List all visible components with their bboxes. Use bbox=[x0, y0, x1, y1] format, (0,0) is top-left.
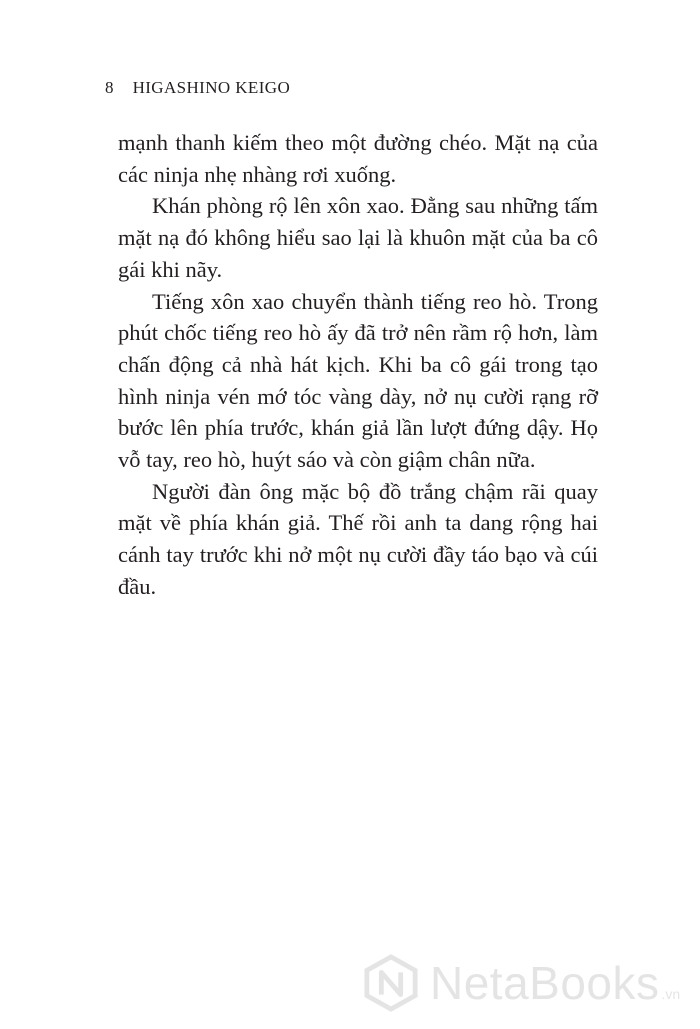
running-header bbox=[105, 78, 290, 98]
paragraph-2: Khán phòng rộ lên xôn xao. Đằng sau những tấm mặt nạ đó không hiểu sao lại là khuôn mặt của ba cô gái khi nãy. bbox=[118, 193, 598, 282]
page-number: 8 bbox=[105, 78, 114, 97]
paragraph-1: mạnh thanh kiếm theo một đường chéo. Mặt nạ của các ninja nhẹ nhàng rơi xuống. bbox=[118, 130, 598, 187]
paragraph-4: Người đàn ông mặc bộ đồ trắng chậm rãi quay mặt về phía khán giả. Thế rồi anh ta dang rộng hai cánh tay trước khi nở một nụ cười đầy táo bạo và cúi đầu. bbox=[118, 478, 598, 599]
watermark-suffix: .vn bbox=[661, 986, 681, 1002]
paragraph-3: Tiếng xôn xao chuyển thành tiếng reo hò. Trong phút chốc tiếng reo hò ấy đã trở nên rầm rộ hơn, làm chấn động cả nhà hát kịch. Khi ba cô gái trong tạo hình ninja vén mớ tóc vàng dày, nở nụ cười rạng rỡ bước lên phía trước, khán giả lần lượt đứng dậy. Họ vỗ tay, reo hò, huýt sáo và còn giậm chân nữa. bbox=[118, 288, 598, 473]
body-text bbox=[118, 127, 598, 603]
netabooks-logo-icon bbox=[362, 954, 420, 1012]
author-name: HIGASHINO KEIGO bbox=[132, 78, 291, 97]
watermark bbox=[362, 952, 692, 1014]
watermark-brand: NetaBooks bbox=[430, 957, 660, 1009]
